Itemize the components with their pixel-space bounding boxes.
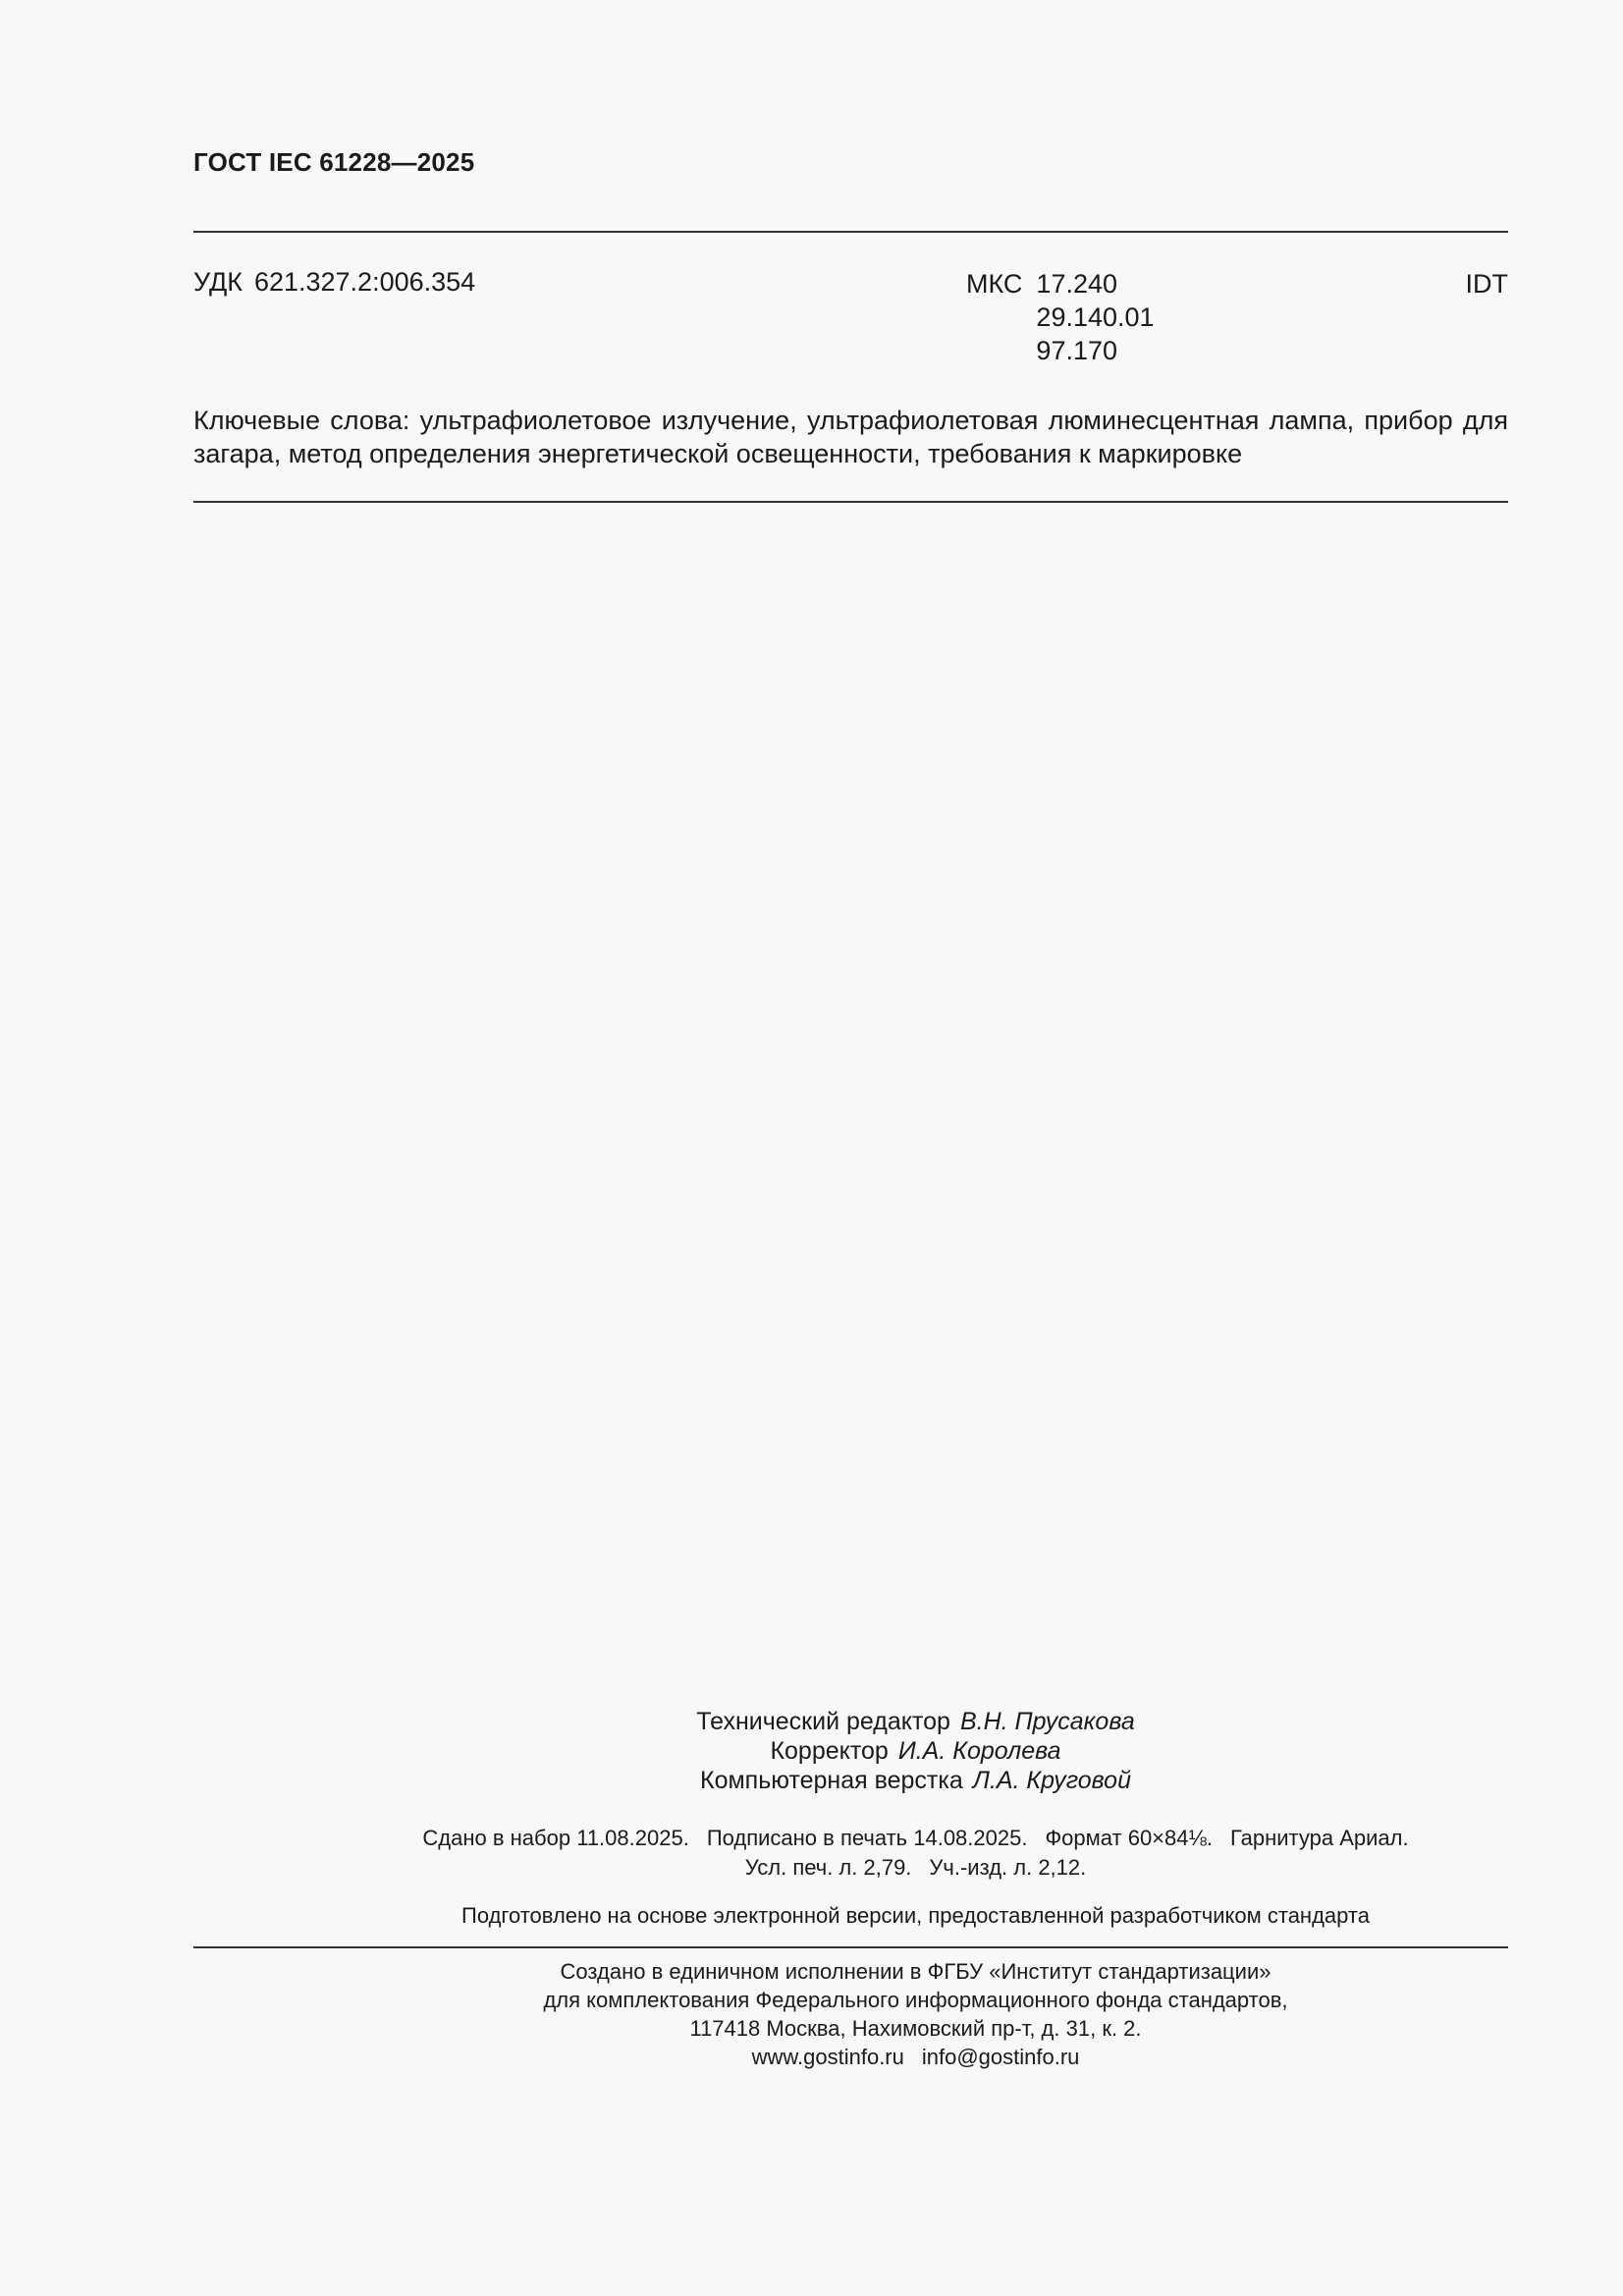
- udk-label: УДК: [193, 267, 243, 297]
- credit-role: Компьютерная верстка: [700, 1767, 963, 1794]
- publisher-block: [0, 1957, 1623, 2071]
- udk-value: 621.327.2:006.354: [253, 267, 476, 297]
- credits-block: [0, 1707, 1623, 1795]
- publisher-contacts: [208, 2043, 1623, 2071]
- email-link[interactable]: info@gostinfo.ru: [921, 2045, 1080, 2069]
- mks-block: [966, 267, 1155, 367]
- udk-block: [193, 267, 475, 298]
- print-info-item: Усл. печ. л. 2,79.: [744, 1855, 912, 1880]
- credit-person: И.А. Королева: [897, 1737, 1061, 1765]
- print-info: [0, 1824, 1623, 1883]
- idt-mark: IDT: [1465, 269, 1508, 299]
- mks-codes: [1036, 267, 1154, 367]
- credit-person: В.Н. Прусакова: [959, 1708, 1135, 1735]
- mks-code: 17.240: [1036, 269, 1118, 299]
- print-info-item: Формат 60×84⅛.: [1045, 1826, 1213, 1850]
- print-info-item: Подписано в печать 14.08.2025.: [706, 1826, 1028, 1850]
- credit-person: Л.А. Круговой: [972, 1767, 1131, 1794]
- print-info-item: Уч.-изд. л. 2,12.: [929, 1855, 1087, 1880]
- mks-code: 29.140.01: [1036, 302, 1155, 332]
- credit-role: Корректор: [770, 1737, 889, 1765]
- publisher-line: для комплектования Федерального информационного фонда стандартов,: [543, 1988, 1288, 2012]
- website-link[interactable]: www.gostinfo.ru: [751, 2045, 904, 2069]
- print-info-item: Сдано в набор 11.08.2025.: [422, 1826, 689, 1850]
- publisher-line: 117418 Москва, Нахимовский пр-т, д. 31, к. 2.: [689, 2016, 1142, 2041]
- print-info-line: [208, 1853, 1623, 1883]
- keywords-paragraph: Ключевые слова: ультрафиолетовое излучение, ультрафиолетовая люминесцентная лампа, прибор для загара, метод определения энергетической освещенности, требования к маркировке: [193, 406, 1508, 468]
- document-code: ГОСТ IEC 61228—2025: [193, 147, 475, 177]
- mks-label: МКС: [966, 269, 1023, 299]
- credit-role: Технический редактор: [696, 1708, 950, 1735]
- print-info-item: Гарнитура Ариал.: [1229, 1826, 1409, 1850]
- keywords-divider: [193, 501, 1508, 503]
- print-info-line: [208, 1824, 1623, 1853]
- credit-line: [208, 1766, 1623, 1795]
- prepared-note: Подготовлено на основе электронной версии, предоставленной разработчиком стандарта: [461, 1903, 1370, 1928]
- mks-code: 97.170: [1036, 336, 1118, 365]
- publisher-divider: [193, 1946, 1508, 1948]
- credit-line: [208, 1707, 1623, 1736]
- top-divider: [193, 231, 1508, 233]
- publisher-line: Создано в единичном исполнении в ФГБУ «Институт стандартизации»: [560, 1959, 1271, 1984]
- credit-line: [208, 1736, 1623, 1766]
